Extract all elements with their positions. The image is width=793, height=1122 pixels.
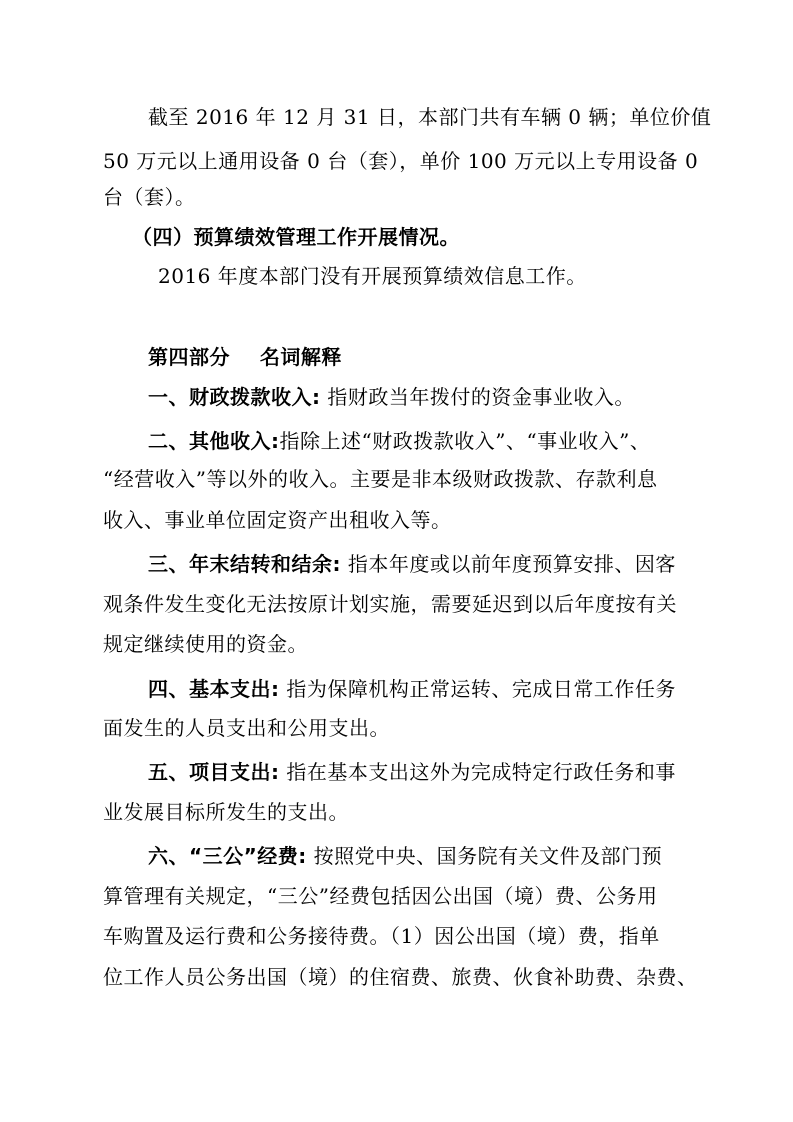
- text-line: 一、财政拨款收入: 指财政当年拨付的资金事业收入。: [148, 385, 635, 409]
- text-line: 二、其他收入:指除上述“财政拨款收入”、“事业收入”、: [148, 429, 651, 453]
- text-line: 台（套）。: [103, 185, 196, 209]
- text-line: 2016 年度本部门没有开展预算绩效信息工作。: [158, 264, 587, 288]
- text-line: 50 万元以上通用设备 0 台（套），单价 100 万元以上专用设备 0: [103, 149, 699, 173]
- text-line: 算管理有关规定，“三公”经费包括因公出国（境）费、公务用: [103, 884, 658, 908]
- text-line: 收入、事业单位固定资产出租收入等。: [103, 508, 452, 532]
- text-line: “经营收入”等以外的收入。主要是非本级财政拨款、存款利息: [103, 467, 658, 491]
- text-line: 五、项目支出: 指在基本支出这外为完成特定行政任务和事: [148, 760, 676, 784]
- text-line: 观条件发生变化无法按原计划实施，需要延迟到以后年度按有关: [103, 592, 677, 616]
- text-line: 业发展目标所发生的支出。: [103, 800, 349, 824]
- section-heading: （四）预算绩效管理工作开展情况。: [132, 225, 460, 249]
- text-line: 截至 2016 年 12 月 31 日，本部门共有车辆 0 辆；单位价值: [148, 105, 712, 129]
- text-line: 车购置及运行费和公务接待费。（1）因公出国（境）费，指单: [103, 924, 660, 948]
- text-line: 位工作人员公务出国（境）的住宿费、旅费、伙食补助费、杂费、: [103, 965, 698, 989]
- text-line: 六、“三公”经费: 按照党中央、国务院有关文件及部门预: [148, 844, 663, 868]
- text-line: 规定继续使用的资金。: [103, 632, 308, 656]
- text-line: 面发生的人员支出和公用支出。: [103, 716, 390, 740]
- text-line: 三、年末结转和结余: 指本年度或以前年度预算安排、因客: [148, 552, 676, 576]
- text-line: 四、基本支出: 指为保障机构正常运转、完成日常工作任务: [148, 677, 676, 701]
- part-heading: 第四部分 名词解释: [148, 345, 342, 369]
